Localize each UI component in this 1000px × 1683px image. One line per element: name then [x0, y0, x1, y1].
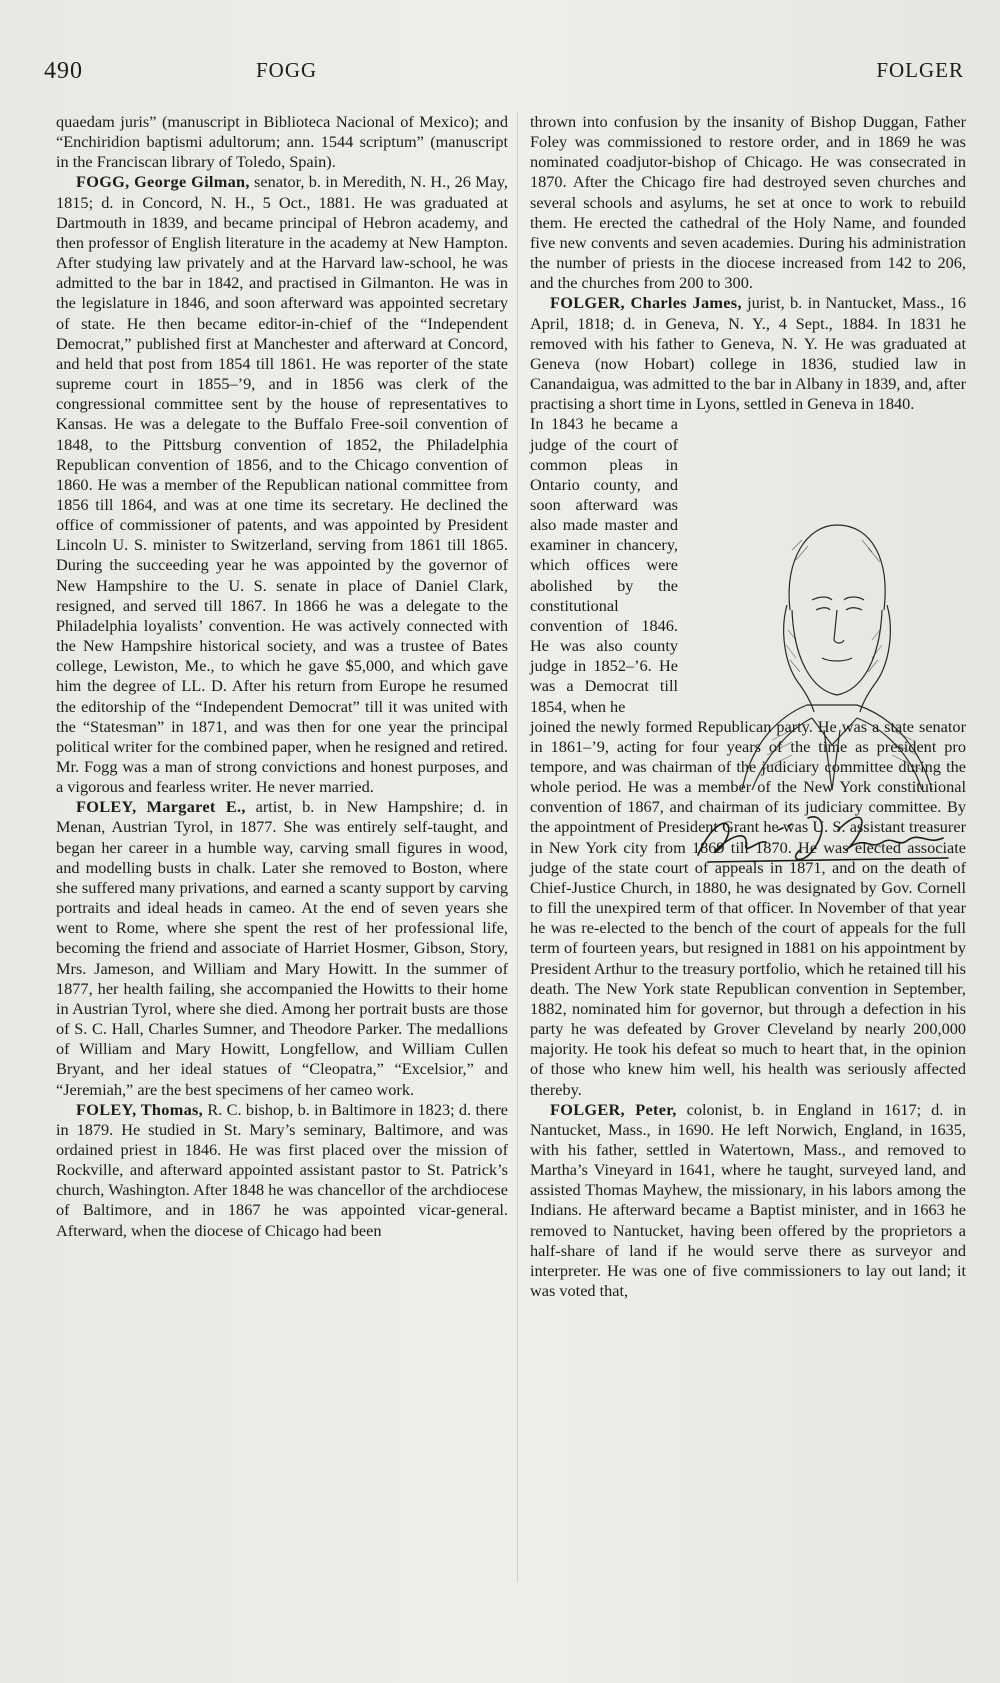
running-header	[44, 58, 964, 90]
entry-name-folger-peter: FOLGER, Peter,	[550, 1099, 677, 1119]
entry-foley-thomas-text: R. C. bishop, b. in Baltimore in 1823; d. there in 1879. He studied in St. Mary’s seminary, Baltimore, and was ordained priest in 1846. He was first placed over the mission of Rockville, and afterward appointed assistant pastor to St. Patrick’s church, Washington. After 1848 he was chancellor of the archdiocese of Baltimore, and in 1867 he was appointed vicar-general. Afterward, when the diocese of Chicago had been	[56, 1099, 508, 1240]
portrait-engraving	[712, 490, 952, 790]
entry-foley-continued: thrown into confusion by the insanity of Bishop Duggan, Father Foley was commissioned to restore order, and in 1869 he was nominated coadjutor-bishop of Chicago. He was consecrated in 1870. After the Chicago fire had destroyed seven churches and several schools and asylums, he set at once to work to rebuild them. He erected the cathedral of the Holy Name, and founded five new convents and seven academies. During his administration the number of priests in the diocese increased from 142 to 206, and the churches from 200 to 300.	[530, 112, 966, 293]
entry-fogg	[56, 172, 508, 797]
entry-folger-peter-text: colonist, b. in England in 1617; d. in Nantucket, Mass., in 1690. He left Norwich, England, in 1635, with his father, settled in Watertown, Mass., and removed to Martha’s Vineyard in 1641, where he taught, surveyed land, and assisted Thomas Mayhew, the missionary, in his labors among the Indians. He afterward became a Baptist minister, and in 1663 he removed to Nantucket, having been offered by the proprietors a half-share of land if he would serve there as surveyor and interpreter. He was one of five commissioners to lay out land; it was voted that,	[530, 1099, 966, 1301]
right-running-head: FOLGER	[876, 58, 964, 82]
left-running-head: FOGG	[256, 58, 318, 82]
entry-folger-charles-text: jurist, b. in Nantucket, Mass., 16 April, 1818; d. in Geneva, N. Y., 4 Sept., 1884. In 1831 he removed with his father to Geneva, N. Y. He was graduated at Geneva (now Hobart) college in 1836, studied law in Canandaigua, was admitted to the bar in Albany in 1839, and, after practising a short time in Lyons, settled in Geneva in 1840.	[530, 293, 966, 414]
left-column	[56, 112, 508, 1241]
entry-folger-peter	[530, 1100, 966, 1302]
entry-folger-charles-rest: joined the newly formed Republican party. He was a state senator in 1861–’9, acting for four years of the time as president pro tempore, and was chairman of the judiciary committee during the whole period. He was a member of the New York constitutional convention of 1867, and chairman of its judiciary committee. By the appointment of President Grant he was U. S. assistant treasurer in New York city from 1869 till 1870. He was elected associate judge of the state court of appeals in 1871, and on the death of Chief-Justice Church, in 1880, he was designated by Gov. Cornell to fill the unexpired term of that officer. In November of that year he was re-elected to the bench of the court of appeals for the full term of fourteen years, but resigned in 1881 on his appointment by President Arthur to the treasury portfolio, which he retained till his death. The New York state Republican convention in September, 1882, nominated him for governor, but through a defection in his party he was defeated by Grover Cleveland by nearly 200,000 majority. He took his defeat so much to heart that, in the opinion of those who knew him well, his health was seriously affected thereby.	[530, 716, 966, 1099]
entry-foley-thomas	[56, 1100, 508, 1241]
entry-foley-margaret-text: artist, b. in New Hampshire; d. in Menan, Austrian Tyrol, in 1877. She was entirely self-taught, and began her career in a humble way, carving small figures in wood, and modelling busts in chalk. Later she removed to Boston, where she suffered many privations, and earned a scanty support by carving portraits and ideal heads in cameo. At the end of seven years she went to Rome, where she spent the rest of her professional life, becoming the friend and associate of Harriet Hosmer, Gibson, Story, Mrs. Jameson, and William and Mary Howitt. In the summer of 1877, her health failing, she accompanied the Howitts to their home in Austrian Tyrol, where she died. Among her portrait busts are those of S. C. Hall, Charles Sumner, and Theodore Parker. The medallions of William and Mary Howitt, Longfellow, and William Cullen Bryant, and her ideal statues of “Cleopatra,” “Excelsior,” and “Jeremiah,” are the best specimens of her cameo work.	[56, 797, 508, 1099]
entry-name-folger-charles: FOLGER, Charles James,	[550, 293, 742, 313]
entry-name-foley-margaret: FOLEY, Margaret E.,	[76, 797, 246, 817]
entry-foley-margaret	[56, 797, 508, 1099]
entry-folger-charles	[530, 293, 966, 414]
entry-fogg-text: senator, b. in Meredith, N. H., 26 May, 1815; d. in Concord, N. H., 5 Oct., 1881. He was graduated at Dartmouth in 1839, and became principal of Hebron academy, and then professor of English literature in the academy at New Hampton. After studying law privately and at the Harvard law-school, he was admitted to the bar in 1842, and practised in Gilmanton. He was in the legislature in 1846, and soon afterward was appointed secretary of state. He then became editor-in-chief of the “Independent Democrat,” published first at Manchester and afterward at Concord, and held that post from 1854 till 1861. He was reporter of the state supreme court in 1855–’9, and in 1856 was clerk of the congressional committee sent by the house of representatives to Kansas. He was a delegate to the Buffalo Free-soil convention of 1848, to the Pittsburg convention of 1852, the Philadelphia Republican convention of 1856, and to the Chicago convention of 1860. He was a member of the Republican national committee from 1856 till 1864, and was at one time its secretary. He declined the office of commissioner of patents, and was appointed by President Lincoln U. S. minister to Switzerland, serving from 1861 till 1865. During the succeeding year he was appointed by the governor of New Hampshire to the U. S. senate in place of Daniel Clark, resigned, and served till 1867. In 1866 he was a delegate to the Philadelphia loyalists’ convention. He was actively connected with the New Hampshire historical society, and was a trustee of Bates college, Lewiston, Me., to which he gave $5,000, and which gave him the degree of LL. D. After his return from Europe he resumed the editorship of the “Independent Democrat” till it was united with the “Statesman” in 1871, and was then for one year the principal political writer for the combined paper, when he resigned and retired. Mr. Fogg was a man of strong convictions and honest purposes, and a vigorous and fearless writer. He never married.	[56, 172, 508, 797]
entry-name-fogg: FOGG, George Gilman,	[76, 172, 250, 192]
entry-continued-text: quaedam juris” (manuscript in Biblioteca Nacional of Mexico); and “Enchiridion baptismi adultorum; ann. 1544 scriptum” (manuscript in the Franciscan library of Toledo, Spain).	[56, 112, 508, 172]
entry-folger-charles-narrow: In 1843 he became a judge of the court of common pleas in Ontario county, and soon afterward was also made master and examiner in chancery, which offices were abolished by the constitutional convention of 1846. He was also county judge in 1852–’6. He was a Democrat till 1854, when he	[530, 414, 678, 716]
column-divider	[517, 112, 518, 1582]
page-number: 490	[44, 58, 83, 84]
entry-name-foley-thomas: FOLEY, Thomas,	[76, 1099, 204, 1119]
signature	[688, 800, 968, 872]
